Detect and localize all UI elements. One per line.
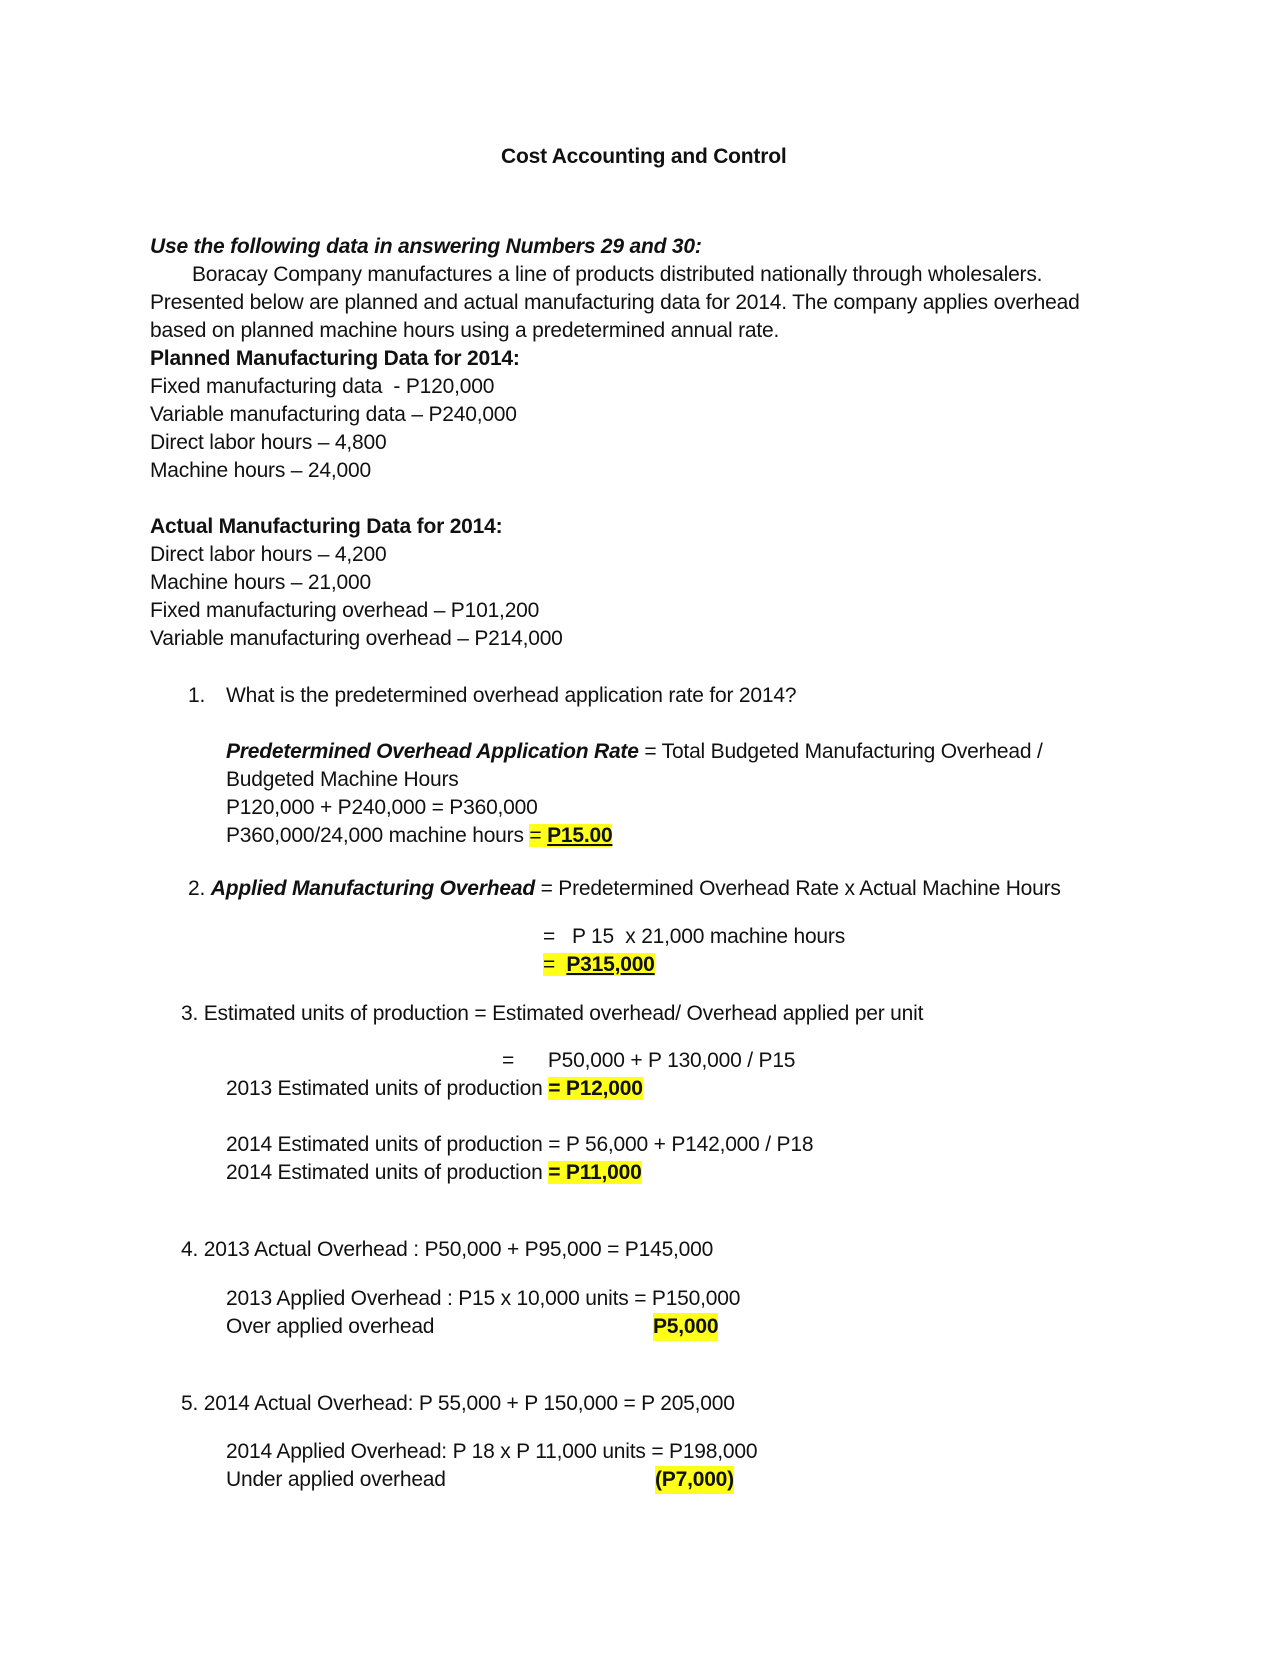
q3-2014-line: [226, 1159, 642, 1187]
q2-term: Applied Manufacturing Overhead: [210, 877, 535, 900]
q3-calc1: = P50,000 + P 130,000 / P15: [502, 1049, 796, 1072]
q1-formula-line2: Budgeted Machine Hours: [226, 768, 459, 791]
q3-2013-line: [226, 1075, 643, 1103]
q1-question: What is the predetermined overhead application rate for 2014?: [226, 684, 797, 707]
planned-item: Direct labor hours – 4,800: [150, 431, 387, 454]
q2-prefix: 2.: [188, 877, 211, 900]
q5-applied: 2014 Applied Overhead: P 18 x P 11,000 units = P198,000: [226, 1440, 758, 1463]
q5-label: Under applied overhead: [226, 1468, 446, 1491]
q1-answer-highlight: [529, 824, 612, 847]
q2-answer-highlight: [543, 953, 655, 976]
q5-heading: 5. 2014 Actual Overhead: P 55,000 + P 150,000 = P 205,000: [181, 1392, 735, 1415]
actual-item: Direct labor hours – 4,200: [150, 543, 387, 566]
page-title: Cost Accounting and Control: [501, 145, 787, 168]
planned-item: Variable manufacturing data – P240,000: [150, 403, 517, 426]
q3-2013-label: 2013 Estimated units of production: [226, 1077, 549, 1100]
q2-answer-line: [543, 951, 655, 979]
q1-number: 1.: [188, 684, 206, 707]
q4-applied: 2013 Applied Overhead : P15 x 10,000 units = P150,000: [226, 1287, 741, 1310]
q1-calc1: P120,000 + P240,000 = P360,000: [226, 796, 538, 819]
q1-formula-rest: = Total Budgeted Manufacturing Overhead /: [638, 740, 1043, 763]
q3-2014-calc: 2014 Estimated units of production = P 56,000 + P142,000 / P18: [226, 1133, 814, 1156]
q1-formula: [226, 738, 1043, 766]
planned-heading: Planned Manufacturing Data for 2014:: [150, 347, 520, 370]
planned-item: Fixed manufacturing data - P120,000: [150, 375, 495, 398]
q4-label: Over applied overhead: [226, 1315, 435, 1338]
q1-answer: P15.00: [547, 824, 613, 847]
q5-answer: (P7,000): [655, 1466, 734, 1494]
q4-heading: 4. 2013 Actual Overhead : P50,000 + P95,000 = P145,000: [181, 1238, 714, 1261]
instruction: Use the following data in answering Numbers 29 and 30:: [150, 235, 702, 258]
q1-calc2-pre: P360,000/24,000 machine hours: [226, 824, 530, 847]
q2-formula-rest: = Predetermined Overhead Rate x Actual Machine Hours: [534, 877, 1061, 900]
intro-line-3: based on planned machine hours using a predetermined annual rate.: [150, 319, 780, 342]
q4-answer: P5,000: [653, 1313, 718, 1341]
actual-item: Fixed manufacturing overhead – P101,200: [150, 599, 540, 622]
planned-item: Machine hours – 24,000: [150, 459, 371, 482]
intro-line-1: Boracay Company manufactures a line of products distributed nationally through wholesalers.: [192, 263, 1043, 286]
actual-item: Machine hours – 21,000: [150, 571, 371, 594]
q3-2014-label: 2014 Estimated units of production: [226, 1161, 549, 1184]
q1-calc2: [226, 822, 612, 850]
intro-line-2: Presented below are planned and actual manufacturing data for 2014. The company applies overhead: [150, 291, 1080, 314]
actual-heading: Actual Manufacturing Data for 2014:: [150, 515, 503, 538]
q1-term: Predetermined Overhead Application Rate: [226, 740, 639, 763]
q3-2013-answer: = P12,000: [548, 1077, 643, 1100]
q3-heading: 3. Estimated units of production = Estimated overhead/ Overhead applied per unit: [181, 1002, 924, 1025]
q2-answer: P315,000: [566, 953, 655, 976]
q2-calc1: = P 15 x 21,000 machine hours: [543, 925, 845, 948]
q3-2014-answer: = P11,000: [548, 1161, 642, 1184]
q2-answer-eq: =: [543, 953, 567, 976]
q1-calc2-eq: =: [529, 824, 548, 847]
actual-item: Variable manufacturing overhead – P214,000: [150, 627, 563, 650]
q2-formula: [188, 875, 1061, 903]
